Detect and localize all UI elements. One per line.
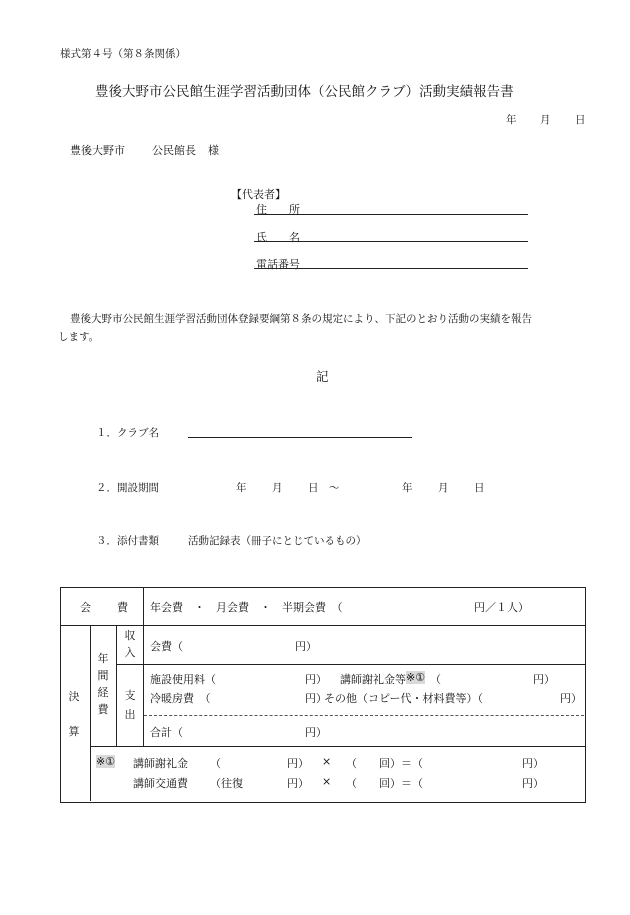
date-day: 日 bbox=[575, 114, 586, 126]
annual-label-4: 費 bbox=[97, 703, 109, 716]
note-honorarium: 講師謝礼金 bbox=[133, 757, 188, 770]
lecturer-fee-unit: 円） bbox=[533, 673, 555, 686]
addressee-honorific: 様 bbox=[208, 144, 219, 157]
attachment-value: 活動記録表（冊子にとじているもの） bbox=[188, 535, 367, 547]
total-unit: 円） bbox=[305, 726, 327, 739]
facility-fee: 施設使用料（ bbox=[150, 673, 216, 686]
note-honorarium-count: （ 回）＝（ bbox=[346, 757, 423, 770]
income-fee: 会費（ bbox=[150, 640, 183, 653]
annual-label-1: 年 bbox=[97, 652, 109, 665]
address-underline bbox=[254, 214, 528, 215]
note-travel-open: （往復 bbox=[210, 777, 243, 790]
note-honorarium-unit: 円） bbox=[287, 757, 309, 770]
name-label: 氏 名 bbox=[256, 231, 300, 244]
period-year-start: 年 bbox=[236, 482, 247, 494]
phone-underline bbox=[254, 268, 528, 269]
period-day-start: 日 〜 bbox=[308, 482, 340, 494]
fee-label-2: 費 bbox=[117, 601, 128, 614]
other-fee-unit: 円） bbox=[560, 692, 582, 705]
name-underline bbox=[254, 241, 528, 242]
note-travel-result: 円） bbox=[522, 777, 544, 790]
note-travel: 講師交通費 bbox=[133, 777, 188, 790]
table-row-divider bbox=[116, 664, 585, 665]
expense-label-1: 支 bbox=[124, 689, 136, 702]
lecturer-fee-open: （ bbox=[430, 673, 441, 686]
fee-label-1: 会 bbox=[80, 601, 91, 614]
table-row-divider bbox=[91, 746, 585, 747]
phone-label: 電話番号 bbox=[256, 258, 300, 271]
table-col-divider bbox=[143, 626, 144, 746]
lecturer-fee: 講師謝礼金等 bbox=[340, 673, 406, 686]
note-times-1: × bbox=[322, 755, 332, 768]
annual-label-3: 経 bbox=[97, 686, 109, 699]
table-row-divider bbox=[61, 625, 585, 626]
period-month-end: 月 bbox=[438, 482, 449, 494]
page-title: 豊後大野市公民館生涯学習活動団体（公民館クラブ）活動実績報告書 bbox=[95, 84, 514, 100]
note-mark: ※① bbox=[96, 755, 116, 768]
form-number: 様式第４号（第８条関係） bbox=[60, 48, 186, 60]
representative-header: 【代表者】 bbox=[231, 188, 286, 201]
ki-heading: 記 bbox=[316, 369, 329, 384]
date-year: 年 bbox=[506, 114, 517, 126]
fee-unit: 円／１人） bbox=[474, 601, 529, 614]
addressee-city: 豊後大野市 bbox=[70, 144, 125, 157]
body-text-line2: します。 bbox=[58, 331, 100, 343]
note-travel-count: （ 回）＝（ bbox=[346, 777, 423, 790]
note-times-2: × bbox=[322, 775, 332, 788]
period-label: ２．開設期間 bbox=[96, 482, 159, 494]
facility-fee-unit: 円） bbox=[305, 673, 327, 686]
addressee-position: 公民館長 bbox=[152, 144, 196, 157]
table-col-divider bbox=[90, 626, 91, 801]
expense-label-2: 出 bbox=[124, 708, 136, 721]
note-travel-unit: 円） bbox=[287, 777, 309, 790]
attachment-label: ３．添付書類 bbox=[96, 535, 159, 547]
period-month-start: 月 bbox=[272, 482, 283, 494]
heating-fee: 冷暖房費 （ bbox=[150, 692, 211, 705]
note-honorarium-result: 円） bbox=[522, 757, 544, 770]
table-col-divider bbox=[143, 588, 144, 625]
club-name-underline bbox=[188, 437, 412, 438]
settlement-label-1: 決 bbox=[68, 690, 80, 703]
total: 合計（ bbox=[150, 726, 183, 739]
annual-label-2: 間 bbox=[97, 669, 109, 682]
table-col-divider bbox=[116, 626, 117, 746]
table-dashed-divider bbox=[144, 715, 584, 716]
income-fee-unit: 円） bbox=[295, 640, 317, 653]
settlement-label-2: 算 bbox=[68, 725, 80, 738]
club-name-label: １．クラブ名 bbox=[96, 427, 159, 439]
income-label-1: 収 bbox=[124, 629, 136, 642]
address-label: 住 所 bbox=[256, 203, 300, 216]
heating-fee-unit: 円） bbox=[305, 692, 327, 705]
note-honorarium-open: （ bbox=[210, 757, 221, 770]
income-label-2: 入 bbox=[124, 646, 136, 659]
lecturer-fee-mark: ※① bbox=[406, 671, 426, 684]
period-year-end: 年 bbox=[402, 482, 413, 494]
date-month: 月 bbox=[540, 114, 551, 126]
period-day-end: 日 bbox=[474, 482, 485, 494]
other-fee: その他（コピー代・材料費等）（ bbox=[324, 692, 484, 705]
body-text-line1: 豊後大野市公民館生涯学習活動団体登録要綱第８条の規定により、下記のとおり活動の実績を報告 bbox=[70, 313, 532, 325]
fee-options: 年会費 ・ 月会費 ・ 半期会費 （ bbox=[150, 601, 343, 614]
